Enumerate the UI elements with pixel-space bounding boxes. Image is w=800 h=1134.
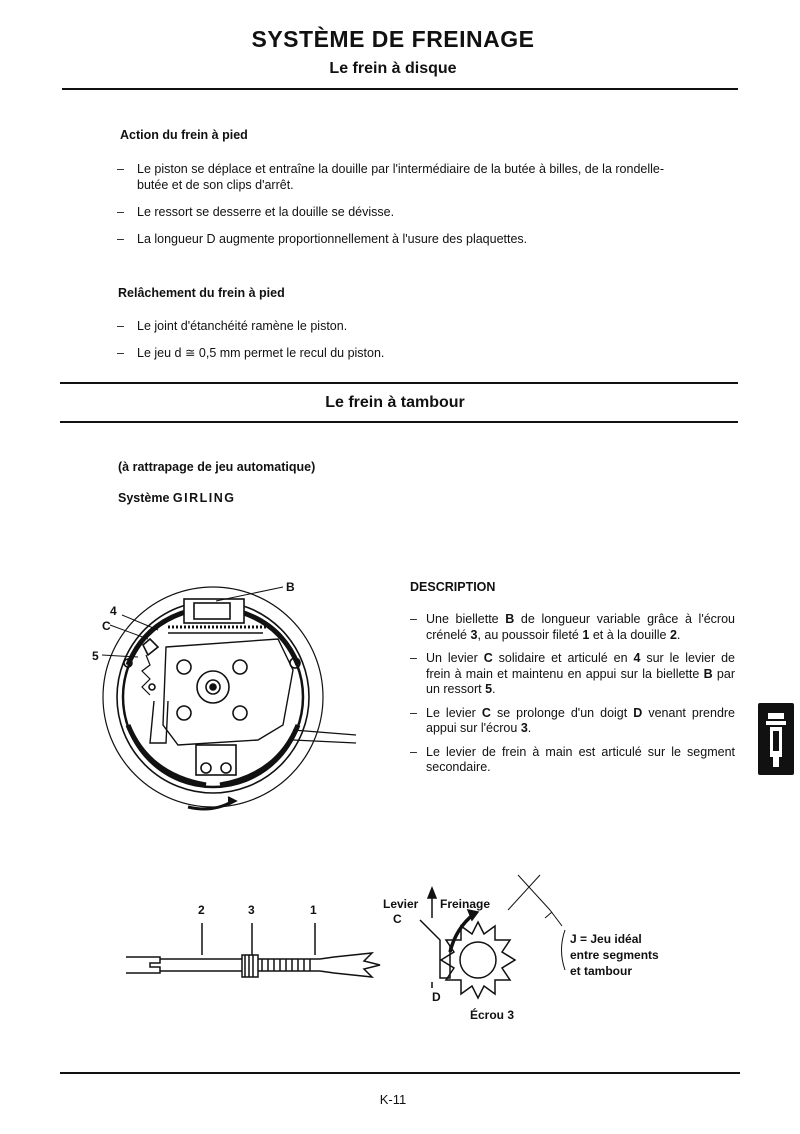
fig3-label-j: J = Jeu idéal entre segments et tambour — [570, 932, 659, 978]
list-item: – Un levier C solidaire et articulé en 4 sur le levier de frein à main et maintenu en appui sur la biellette B par un ressort 5. — [410, 651, 735, 696]
header-rule — [62, 88, 738, 90]
list-item: – Le levier C se prolonge d'un doigt D venant prendre appui sur l'écrou 3. — [410, 705, 736, 735]
foot-action-list — [117, 161, 677, 247]
fig3-label-freinage: Freinage — [440, 897, 491, 911]
page-number: K-11 — [379, 1092, 407, 1107]
list-item: – Une biellette B de longueur variable grâce à l'écrou crénelé 3, au poussoir fileté 1 et à la douille 2. — [410, 612, 735, 642]
list-item: – Le joint d'étanchéité ramène le piston. — [117, 319, 348, 333]
list-item: – La longueur D augmente proportionnellement à l'usure des plaquettes. — [117, 232, 528, 246]
fig3-label-levier: Levier — [383, 897, 419, 911]
fig3-label-d: D — [432, 990, 441, 1004]
list-item: – Le jeu d ≅ 0,5 mm permet le recul du piston. — [117, 346, 385, 360]
footer-rule — [60, 1072, 740, 1074]
page-title: SYSTÈME DE FREINAGE — [251, 26, 535, 52]
description-heading: DESCRIPTION — [410, 580, 496, 594]
fig2-label-3: 3 — [248, 903, 255, 917]
adjuster-rod-diagram — [120, 915, 390, 1000]
fig3-label-c: C — [393, 912, 402, 926]
fig1-label-5: 5 — [92, 649, 99, 663]
brake-section-tab — [758, 703, 794, 775]
foot-release-list — [117, 318, 677, 361]
section-rule-bottom — [60, 421, 738, 423]
foot-action-heading: Action du frein à pied — [120, 128, 248, 142]
list-item: – Le levier de frein à main est articulé sur le segment secondaire. — [410, 744, 735, 774]
list-item: – Le ressort se desserre et la douille se dévisse. — [117, 205, 395, 219]
section-subtitle-disc: Le frein à disque — [329, 60, 457, 77]
brake-caliper-icon — [758, 703, 794, 775]
fig1-label-c: C — [102, 619, 111, 633]
system-label: Système GIRLING — [118, 491, 236, 505]
description-list — [410, 612, 735, 776]
fig3-label-ecrou: Écrou 3 — [470, 1008, 515, 1022]
drum-brake-diagram — [88, 575, 358, 820]
foot-release-heading: Relâchement du frein à pied — [118, 286, 285, 300]
drum-note: (à rattrapage de jeu automatique) — [118, 460, 316, 474]
list-item: – Le piston se déplace et entraîne la douille par l'intermédiaire de la butée à billes, de la rondelle-butée et de son clips d'arrêt. — [117, 162, 665, 192]
fig2-label-1: 1 — [310, 903, 317, 917]
section-title-drum: Le frein à tambour — [325, 394, 465, 411]
fig2-label-2: 2 — [198, 903, 205, 917]
fig1-label-4: 4 — [110, 604, 117, 618]
fig1-label-b: B — [286, 580, 295, 594]
section-rule-top — [60, 382, 738, 384]
